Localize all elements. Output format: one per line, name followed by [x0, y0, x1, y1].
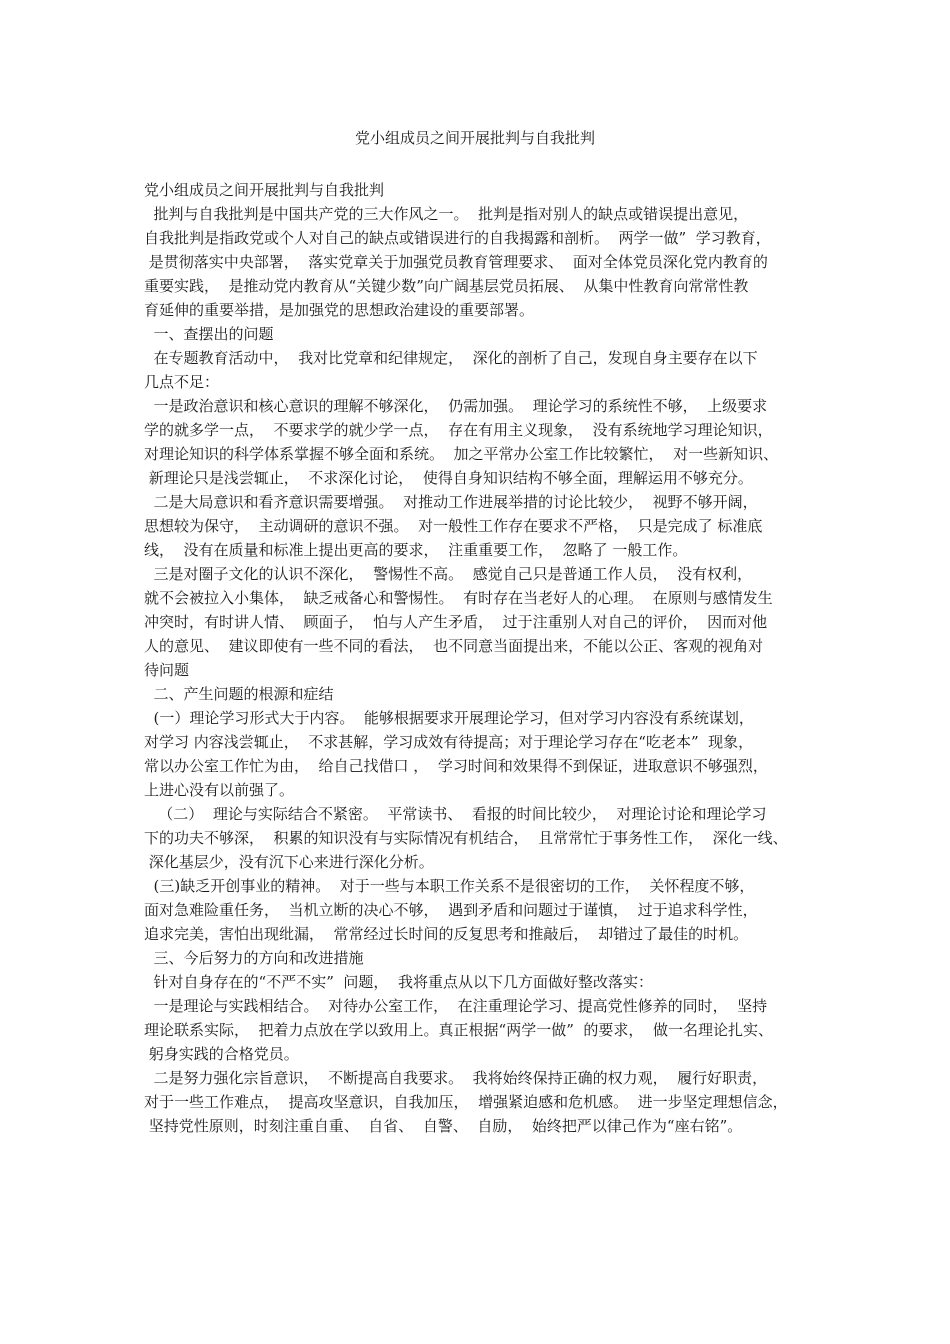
- body-line: 常以办公室工作忙为由， 给自己找借口 ， 学习时间和效果得不到保证，进取意识不够强烈，: [144, 757, 768, 775]
- body-line: 待问题: [144, 661, 190, 679]
- body-line: 二是大局意识和看齐意识需要增强。 对推动工作进展举措的讨论比较少， 视野不够开阔，: [144, 493, 758, 511]
- body-line: 思想较为保守， 主动调研的意识不强。 对一般性工作存在要求不严格， 只是完成了 标准底: [144, 517, 763, 535]
- body-line: 自我批判是指政党或个人对自己的缺点或错误进行的自我揭露和剖析。 两学一做” 学习教育，: [144, 229, 771, 247]
- body-line: 重要实践， 是推动党内教育从“关键少数”向广阔基层党员拓展、 从集中性教育向常常性教: [144, 277, 749, 295]
- body-line: 是贯彻落实中央部署， 落实党章关于加强党员教育管理要求、 面对全体党员深化党内教育的: [144, 253, 768, 271]
- body-line: 就不会被拉入小集体， 缺乏戒备心和警惕性。 有时存在当老好人的心理。 在原则与感情发生: [144, 589, 773, 607]
- body-line: 面对急难险重任务， 当机立断的决心不够， 遇到矛盾和问题过于谨慎， 过于追求科学性，: [144, 901, 758, 919]
- document-title: 党小组成员之间开展批判与自我批判: [354, 129, 595, 147]
- body-line: 追求完美，害怕出现纰漏， 常常经过长时间的反复思考和推敲后， 却错过了最佳的时机。: [144, 925, 749, 943]
- body-line: 党小组成员之间开展批判与自我批判: [144, 181, 385, 199]
- body-line: （二） 理论与实际结合不紧密。 平常读书、 看报的时间比较少， 对理论讨论和理论学习: [144, 805, 767, 823]
- section-heading: 三、今后努力的方向和改进措施: [144, 949, 364, 967]
- body-line: 一是理论与实践相结合。 对待办公室工作， 在注重理论学习、提高党性修养的同时， 坚持: [144, 997, 768, 1015]
- body-line: 坚持党性原则，时刻注重自重、 自省、 自警、 自励， 始终把严以律己作为“座右铭”。: [144, 1117, 743, 1135]
- body-line: 深化基层少，没有沉下心来进行深化分析。: [144, 853, 434, 871]
- body-line: 一是政治意识和核心意识的理解不够深化， 仍需加强。 理论学习的系统性不够， 上级要求: [144, 397, 768, 415]
- body-line: 下的功夫不够深， 积累的知识没有与实际情况有机结合， 且常常忙于事务性工作， 深化一线、: [144, 829, 788, 847]
- body-line: 几点不足：: [144, 373, 220, 391]
- body-line: 批判与自我批判是中国共产党的三大作风之一。 批判是指对别人的缺点或错误提出意见，: [144, 205, 749, 223]
- body-line: 育延伸的重要举措，是加强党的思想政治建设的重要部署。: [144, 301, 535, 319]
- body-line: (一）理论学习形式大于内容。 能够根据要求开展理论学习，但对学习内容没有系统谋划，: [144, 709, 754, 727]
- body-line: 三是对圈子文化的认识不深化， 警惕性不高。 感觉自己只是普通工作人员， 没有权利，: [144, 565, 753, 583]
- document-body: [144, 178, 824, 1138]
- body-line: (三)缺乏开创事业的精神。 对于一些与本职工作关系不是很密切的工作， 关怀程度不够，: [144, 877, 755, 895]
- body-line: 上进心没有以前强了。: [144, 781, 295, 799]
- body-line: 对理论知识的科学体系掌握不够全面和系统。 加之平常办公室工作比较繁忙， 对一些新知识、: [144, 445, 779, 463]
- body-line: 在专题教育活动中， 我对比党章和纪律规定， 深化的剖析了自己，发现自身主要存在以下: [144, 349, 758, 367]
- body-line: 二是努力强化宗旨意识， 不断提高自我要求。 我将始终保持正确的权力观， 履行好职责，: [144, 1069, 768, 1087]
- body-line: 对学习 内容浅尝辄止， 不求甚解，学习成效有待提高；对于理论学习存在“吃老本” 现象，: [144, 733, 754, 751]
- body-line: 线， 没有在质量和标准上提出更高的要求， 注重重要工作， 忽略了 一般工作。: [144, 541, 688, 559]
- section-heading: 二、产生问题的根源和症结: [144, 685, 334, 703]
- section-heading: 一、查摆出的问题: [144, 325, 274, 343]
- body-line: 躬身实践的合格党员。: [144, 1045, 299, 1063]
- body-line: 对于一些工作难点， 提高攻坚意识，自我加压， 增强紧迫感和危机感。 进一步坚定理想信念，: [144, 1093, 788, 1111]
- body-line: 理论联系实际， 把着力点放在学以致用上。真正根据“两学一做” 的要求， 做一名理论扎实、: [144, 1021, 773, 1039]
- body-line: 冲突时，有时讲人情、 顾面子， 怕与人产生矛盾， 过于注重别人对自己的评价， 因而对他: [144, 613, 768, 631]
- body-line: 学的就多学一点， 不要求学的就少学一点， 存在有用主义现象， 没有系统地学习理论知识，: [144, 421, 773, 439]
- body-line: 新理论只是浅尝辄止， 不求深化讨论， 使得自身知识结构不够全面，理解运用不够充分。: [144, 469, 753, 487]
- body-line: 人的意见、 建议即使有一些不同的看法， 也不同意当面提出来，不能以公正、客观的视角对: [144, 637, 764, 655]
- body-line: 针对自身存在的“不严不实” 问题， 我将重点从以下几方面做好整改落实：: [144, 973, 653, 991]
